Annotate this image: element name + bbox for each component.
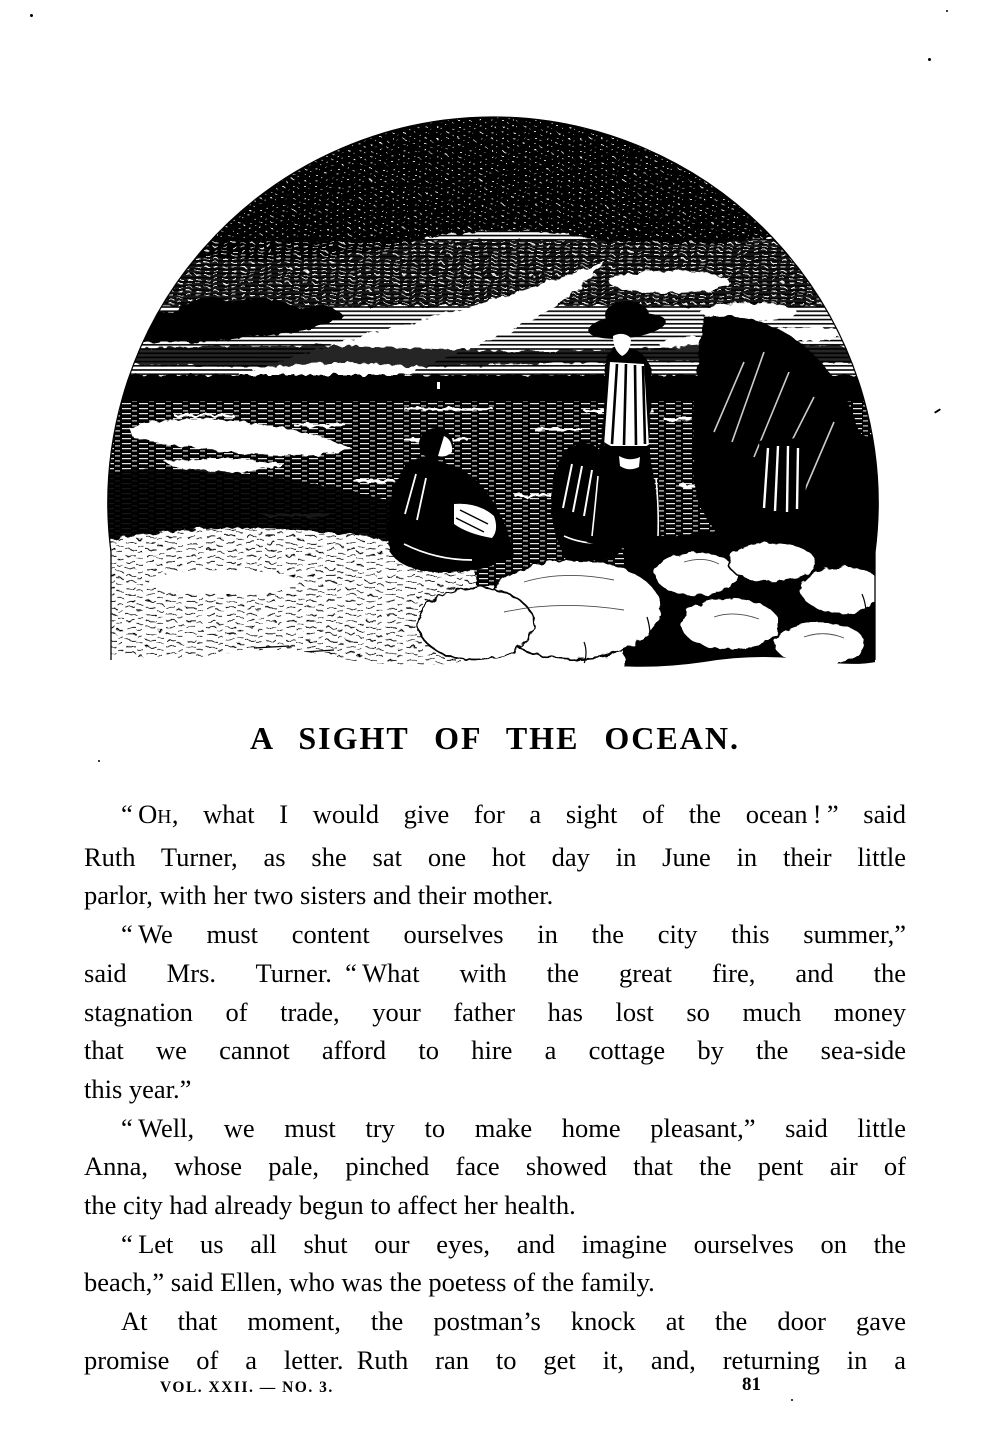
scan-speck (946, 10, 948, 12)
story-title: A SIGHT OF THE OCEAN. (250, 720, 740, 756)
smallcap-letter: H (157, 807, 172, 828)
body-line: “ Let us all shut our eyes, and imagine ourselves on the (121, 1228, 906, 1259)
body-line: the city had already begun to affect her health. (84, 1190, 576, 1221)
page-number: 81 (742, 1374, 761, 1395)
body-line: At that moment, the postman’s knock at the door gave (121, 1306, 906, 1337)
body-line: that we cannot afford to hire a cottage by the sea-side (84, 1035, 906, 1066)
body-line: this year.” (84, 1073, 192, 1104)
body-line: “ Well, we must try to make home pleasant,” said little (121, 1112, 906, 1143)
scan-speck (934, 408, 941, 413)
body-line: beach,” said Ellen, who was the poetess of the family. (84, 1267, 655, 1298)
ocean-engraving-illustration (104, 112, 884, 668)
body-line (84, 795, 906, 838)
volume-label: VOL. XXII. — NO. 3. (160, 1379, 334, 1396)
scan-speck (30, 14, 33, 17)
body-line: stagnation of trade, your father has lost so much money (84, 996, 906, 1027)
body-line: “ We must content ourselves in the city this summer,” (121, 919, 906, 950)
body-line: promise of a letter. Ruth ran to get it, and, returning in a (84, 1344, 906, 1375)
scan-speck (928, 58, 931, 61)
story-text (84, 795, 906, 1380)
scan-speck (98, 760, 100, 762)
body-line: Ruth Turner, as she sat one hot day in June in their little (84, 841, 906, 872)
body-line: Anna, whose pale, pinched face showed that the pent air of (84, 1151, 906, 1182)
body-line: said Mrs. Turner. “ What with the great fire, and the (84, 957, 906, 988)
line-text: , what I would give for a sight of the ocean ! ” said (171, 799, 906, 829)
open-quote-text: “ O (121, 799, 158, 829)
scan-speck (791, 1399, 793, 1401)
body-line: parlor, with her two sisters and their mother. (84, 880, 554, 911)
